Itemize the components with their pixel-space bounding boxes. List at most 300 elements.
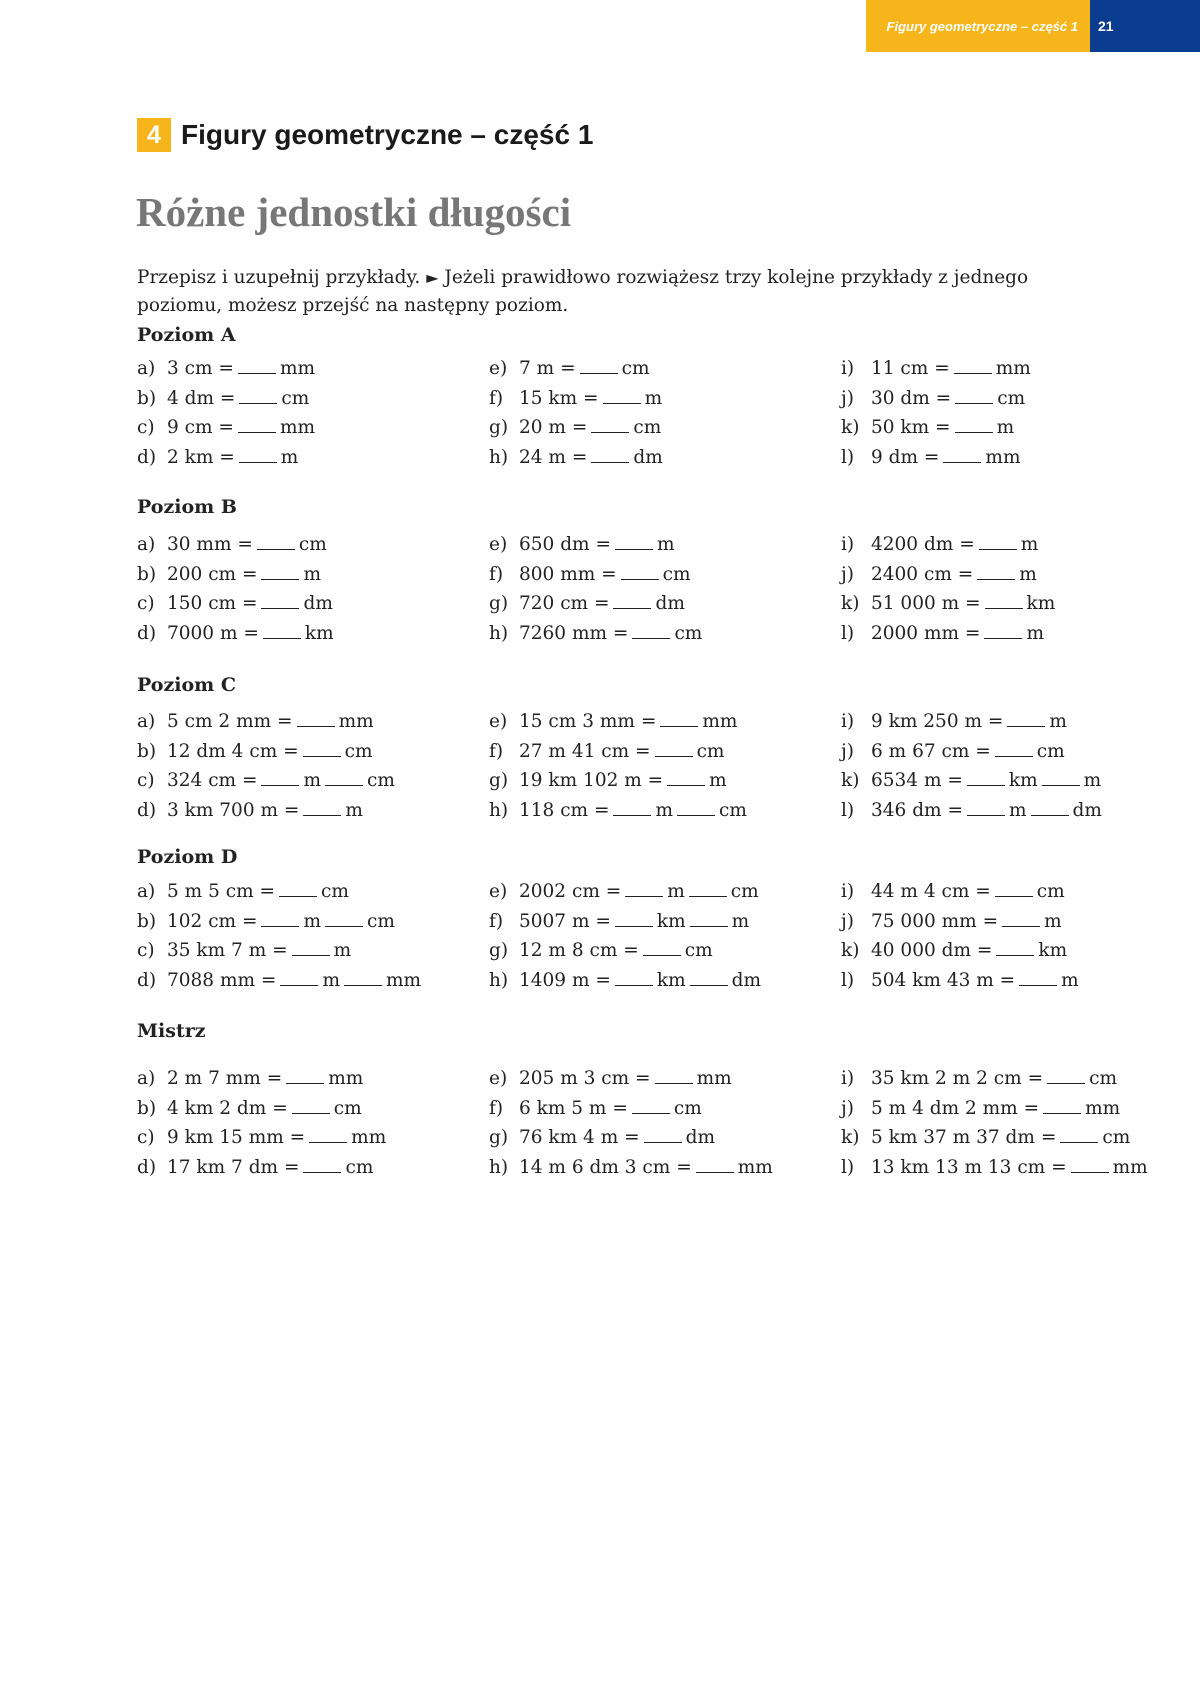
exercise-item	[841, 1153, 1181, 1183]
exercise-label: j)	[841, 387, 854, 409]
answer-blank	[309, 1126, 347, 1143]
answer-blank	[1002, 910, 1040, 927]
unit-text: cm	[333, 1097, 362, 1119]
exercise-label: j)	[841, 910, 854, 932]
exercise-label: c)	[137, 770, 155, 791]
answer-blank	[303, 1156, 341, 1173]
exercise-item	[841, 384, 1181, 414]
unit-text: km	[656, 910, 686, 932]
exercise-expression: 40 000 dm =	[871, 940, 993, 961]
exercise-expression: 9 cm =	[167, 417, 234, 438]
exercise-expression: 6 m 67 cm =	[871, 740, 991, 762]
exercise-label: h)	[489, 969, 509, 991]
unit-text: m	[1020, 534, 1039, 555]
answer-blank	[1071, 1156, 1109, 1173]
exercise-column	[489, 707, 829, 825]
unit-text: cm	[621, 358, 650, 379]
exercise-label: j)	[841, 740, 854, 762]
exercise-column	[137, 877, 477, 995]
unit-text: dm	[1072, 799, 1102, 821]
exercise-item	[137, 354, 477, 384]
exercise-column	[137, 354, 477, 472]
exercise-expression: 205 m 3 cm =	[519, 1068, 651, 1089]
exercise-label: i)	[841, 711, 855, 732]
exercise-label: b)	[137, 740, 157, 762]
answer-blank	[1031, 799, 1069, 816]
chapter-heading	[137, 118, 593, 152]
exercise-item	[489, 384, 829, 414]
answer-blank	[615, 533, 653, 550]
unit-text: cm	[719, 799, 747, 821]
unit-text: cm	[344, 740, 373, 762]
answer-blank	[297, 710, 335, 727]
unit-text: m	[1049, 711, 1067, 732]
exercise-expression: 6 km 5 m =	[519, 1097, 628, 1119]
answer-blank	[280, 969, 318, 986]
exercise-label: k)	[841, 417, 860, 438]
exercise-expression: 1409 m =	[519, 969, 611, 991]
answer-blank	[303, 799, 341, 816]
exercise-expression: 5007 m =	[519, 910, 611, 932]
exercise-label: h)	[489, 622, 509, 644]
exercise-label: l)	[841, 446, 855, 468]
exercise-expression: 30 mm =	[167, 534, 253, 555]
answer-blank	[689, 880, 727, 897]
unit-text: cm	[345, 1156, 374, 1178]
answer-blank	[613, 592, 651, 609]
exercise-item	[841, 1094, 1181, 1124]
exercise-item	[137, 1094, 477, 1124]
exercise-item	[489, 1094, 829, 1124]
answer-blank	[261, 592, 299, 609]
exercise-expression: 7088 mm =	[167, 969, 277, 991]
answer-blank	[1060, 1126, 1098, 1143]
unit-text: cm	[684, 940, 713, 961]
exercise-label: b)	[137, 910, 157, 932]
answer-blank	[996, 939, 1034, 956]
exercise-label: i)	[841, 1068, 855, 1089]
exercise-column	[489, 877, 829, 995]
exercise-item	[137, 796, 477, 826]
exercise-label: h)	[489, 446, 509, 468]
answer-blank	[615, 969, 653, 986]
exercise-expression: 5 cm 2 mm =	[167, 711, 293, 732]
exercise-item	[137, 560, 477, 590]
unit-text: mm	[385, 969, 422, 991]
exercise-label: d)	[137, 969, 157, 991]
unit-text: m	[667, 881, 685, 902]
unit-text: m	[1019, 563, 1037, 585]
exercise-column	[841, 707, 1181, 825]
instructions-text: Przepisz i uzupełnij przykłady.	[137, 267, 421, 288]
exercise-label: k)	[841, 1127, 860, 1148]
unit-text: m	[1026, 622, 1044, 644]
exercise-label: c)	[137, 940, 155, 961]
exercise-label: g)	[489, 940, 509, 961]
exercise-item	[489, 966, 829, 996]
unit-text: m	[1008, 799, 1027, 821]
answer-blank	[984, 622, 1022, 639]
answer-blank	[615, 910, 653, 927]
unit-text: m	[1044, 910, 1062, 932]
exercise-item	[841, 530, 1181, 560]
unit-text: cm	[633, 417, 662, 438]
unit-text: m	[303, 563, 322, 585]
answer-blank	[603, 387, 641, 404]
answer-blank	[954, 357, 992, 374]
answer-blank	[667, 769, 705, 786]
exercise-item	[489, 589, 829, 619]
unit-text: cm	[662, 563, 691, 585]
exercise-label: f)	[489, 740, 504, 762]
unit-text: m	[1061, 969, 1079, 991]
exercise-label: g)	[489, 1127, 509, 1148]
exercise-item	[489, 766, 829, 796]
section-heading: Poziom B	[137, 496, 237, 518]
answer-blank	[690, 910, 728, 927]
answer-blank	[1019, 969, 1057, 986]
exercise-label: e)	[489, 711, 508, 732]
arrow-right-icon: ►	[426, 268, 439, 287]
answer-blank	[613, 799, 651, 816]
unit-text: cm	[367, 770, 395, 791]
exercise-label: l)	[841, 622, 855, 644]
answer-blank	[325, 910, 363, 927]
exercise-item	[489, 530, 829, 560]
answer-blank	[1042, 769, 1080, 786]
unit-text: m	[333, 940, 352, 961]
answer-blank	[621, 563, 659, 580]
unit-text: cm	[298, 534, 327, 555]
unit-text: dm	[633, 446, 663, 468]
answer-blank	[261, 769, 299, 786]
unit-text: m	[996, 417, 1015, 438]
exercise-item	[137, 766, 477, 796]
exercise-expression: 51 000 m =	[871, 593, 981, 614]
unit-text: mm	[995, 358, 1031, 379]
exercise-column	[137, 530, 477, 648]
answer-blank	[238, 416, 276, 433]
unit-text: dm	[655, 593, 685, 614]
exercise-expression: 200 cm =	[167, 563, 258, 585]
exercise-column	[489, 530, 829, 648]
exercise-expression: 13 km 13 m 13 cm =	[871, 1156, 1067, 1178]
unit-text: cm	[321, 881, 349, 902]
answer-blank	[261, 563, 299, 580]
exercise-label: i)	[841, 358, 855, 379]
exercise-label: h)	[489, 799, 509, 821]
exercise-item	[137, 1123, 477, 1153]
exercise-item	[841, 796, 1181, 826]
exercise-expression: 650 dm =	[519, 534, 611, 555]
section-heading: Mistrz	[137, 1020, 206, 1042]
exercise-expression: 2 km =	[167, 446, 235, 468]
unit-text: cm	[997, 387, 1026, 409]
exercise-column	[489, 1064, 829, 1182]
exercise-label: l)	[841, 799, 855, 821]
exercise-item	[841, 907, 1181, 937]
exercise-expression: 75 000 mm =	[871, 910, 999, 932]
unit-text: km	[304, 622, 334, 644]
exercise-label: f)	[489, 1097, 504, 1119]
unit-text: dm	[731, 969, 762, 991]
exercise-expression: 346 dm =	[871, 799, 963, 821]
exercise-label: c)	[137, 1127, 155, 1148]
answer-blank	[632, 622, 670, 639]
exercise-item	[137, 384, 477, 414]
exercise-item	[489, 413, 829, 443]
exercise-item	[489, 619, 829, 649]
exercise-label: k)	[841, 940, 860, 961]
exercise-label: f)	[489, 563, 504, 585]
answer-blank	[955, 416, 993, 433]
exercise-item	[841, 936, 1181, 966]
unit-text: m	[303, 910, 322, 932]
exercise-expression: 7000 m =	[167, 622, 259, 644]
exercise-item	[489, 1123, 829, 1153]
unit-text: km	[1008, 770, 1038, 791]
answer-blank	[239, 387, 277, 404]
exercise-expression: 324 cm =	[167, 770, 258, 791]
exercise-expression: 2 m 7 mm =	[167, 1068, 283, 1089]
exercise-label: l)	[841, 1156, 855, 1178]
exercise-label: j)	[841, 1097, 854, 1119]
exercise-item	[137, 936, 477, 966]
exercise-item	[489, 936, 829, 966]
answer-blank	[279, 880, 317, 897]
unit-text: m	[322, 969, 340, 991]
exercise-item	[137, 737, 477, 767]
exercise-item	[841, 413, 1181, 443]
exercise-label: e)	[489, 881, 508, 902]
exercise-item	[137, 530, 477, 560]
exercise-item	[841, 737, 1181, 767]
exercise-label: a)	[137, 711, 156, 732]
answer-blank	[591, 446, 629, 463]
page-title: Różne jednostki długości	[136, 189, 572, 235]
exercise-expression: 504 km 43 m =	[871, 969, 1016, 991]
exercise-label: g)	[489, 593, 509, 614]
exercise-item	[489, 877, 829, 907]
exercise-column	[841, 877, 1181, 995]
exercise-item	[137, 619, 477, 649]
exercise-label: d)	[137, 446, 157, 468]
unit-text: mm	[737, 1156, 773, 1178]
unit-text: cm	[673, 1097, 702, 1119]
exercise-item	[489, 737, 829, 767]
exercise-label: e)	[489, 1068, 508, 1089]
answer-blank	[644, 1126, 682, 1143]
exercise-item	[489, 443, 829, 473]
section-heading: Poziom D	[137, 846, 238, 868]
unit-text: mm	[351, 1127, 387, 1148]
unit-text: m	[655, 799, 674, 821]
exercise-item	[137, 1064, 477, 1094]
exercise-column	[137, 707, 477, 825]
exercise-label: b)	[137, 563, 157, 585]
answer-blank	[967, 769, 1005, 786]
unit-text: cm	[1089, 1068, 1117, 1089]
answer-blank	[643, 939, 681, 956]
exercise-item	[489, 907, 829, 937]
unit-text: cm	[696, 740, 725, 762]
exercise-label: a)	[137, 358, 156, 379]
answer-blank	[261, 910, 299, 927]
exercise-expression: 17 km 7 dm =	[167, 1156, 300, 1178]
exercise-label: g)	[489, 417, 509, 438]
exercise-label: d)	[137, 1156, 157, 1178]
exercise-expression: 12 m 8 cm =	[519, 940, 639, 961]
answer-blank	[977, 563, 1015, 580]
instructions-text-continued: Jeżeli prawidłowo rozwiążesz trzy kolejne przykłady z jednego poziomu, możesz przejść na następny poziom.	[137, 267, 1029, 316]
exercise-label: b)	[137, 1097, 157, 1119]
exercise-label: f)	[489, 387, 504, 409]
unit-text: m	[280, 446, 299, 468]
exercise-item	[489, 707, 829, 737]
unit-text: m	[709, 770, 727, 791]
exercise-label: j)	[841, 563, 854, 585]
exercise-expression: 2000 mm =	[871, 622, 981, 644]
exercise-label: c)	[137, 417, 155, 438]
exercise-expression: 2400 cm =	[871, 563, 974, 585]
unit-text: dm	[685, 1127, 716, 1148]
exercise-label: d)	[137, 622, 157, 644]
unit-text: km	[1026, 593, 1056, 614]
exercise-item	[137, 707, 477, 737]
exercise-label: k)	[841, 593, 860, 614]
exercise-item	[489, 796, 829, 826]
exercise-expression: 800 mm =	[519, 563, 617, 585]
exercise-expression: 9 km 250 m =	[871, 711, 1004, 732]
exercise-column	[489, 354, 829, 472]
answer-blank	[303, 740, 341, 757]
exercise-item	[841, 966, 1181, 996]
exercise-item	[841, 1064, 1181, 1094]
exercise-expression: 35 km 2 m 2 cm =	[871, 1068, 1044, 1089]
answer-blank	[292, 939, 330, 956]
exercise-expression: 2002 cm =	[519, 881, 622, 902]
exercise-expression: 19 km 102 m =	[519, 770, 664, 791]
answer-blank	[979, 533, 1017, 550]
exercise-label: i)	[841, 534, 855, 555]
exercise-expression: 27 m 41 cm =	[519, 740, 651, 762]
exercise-item	[841, 589, 1181, 619]
exercise-item	[137, 413, 477, 443]
chapter-title: Figury geometryczne – część 1	[181, 119, 594, 150]
unit-text: mm	[702, 711, 738, 732]
exercise-expression: 11 cm =	[871, 358, 950, 379]
answer-blank	[655, 740, 693, 757]
unit-text: km	[1038, 940, 1068, 961]
exercise-expression: 44 m 4 cm =	[871, 881, 991, 902]
section-heading: Poziom C	[137, 674, 236, 696]
exercise-label: a)	[137, 1068, 156, 1089]
exercise-item	[841, 877, 1181, 907]
exercise-expression: 720 cm =	[519, 593, 610, 614]
answer-blank	[344, 969, 382, 986]
unit-text: dm	[303, 593, 333, 614]
unit-text: mm	[328, 1068, 364, 1089]
exercise-expression: 15 cm 3 mm =	[519, 711, 657, 732]
answer-blank	[632, 1097, 670, 1114]
exercise-item	[841, 443, 1181, 473]
unit-text: cm	[1102, 1127, 1131, 1148]
exercise-expression: 4 km 2 dm =	[167, 1097, 288, 1119]
answer-blank	[286, 1067, 324, 1084]
exercise-column	[841, 530, 1181, 648]
answer-blank	[690, 969, 728, 986]
exercise-label: a)	[137, 881, 156, 902]
exercise-expression: 150 cm =	[167, 593, 258, 614]
answer-blank	[985, 592, 1023, 609]
exercise-label: l)	[841, 969, 855, 991]
answer-blank	[263, 622, 301, 639]
unit-text: mm	[279, 417, 316, 438]
answer-blank	[325, 769, 363, 786]
exercise-expression: 9 dm =	[871, 446, 940, 468]
answer-blank	[660, 710, 698, 727]
unit-text: m	[1083, 770, 1102, 791]
exercise-item	[137, 589, 477, 619]
running-header-title: Figury geometryczne – część 1	[866, 0, 1090, 52]
exercise-expression: 6534 m =	[871, 770, 963, 791]
unit-text: cm	[367, 910, 395, 932]
exercise-label: e)	[489, 534, 508, 555]
exercise-expression: 15 km =	[519, 387, 599, 409]
exercise-item	[841, 766, 1181, 796]
exercise-item	[489, 1064, 829, 1094]
exercise-item	[841, 1123, 1181, 1153]
unit-text: mm	[338, 711, 374, 732]
answer-blank	[1043, 1097, 1081, 1114]
unit-text: mm	[696, 1068, 732, 1089]
exercise-expression: 7 m =	[519, 358, 576, 379]
exercise-expression: 9 km 15 mm =	[167, 1127, 306, 1148]
answer-blank	[955, 387, 993, 404]
exercise-item	[137, 877, 477, 907]
exercise-item	[137, 443, 477, 473]
exercise-item	[841, 707, 1181, 737]
unit-text: cm	[674, 622, 703, 644]
exercise-label: k)	[841, 770, 860, 791]
unit-text: cm	[281, 387, 310, 409]
exercise-expression: 14 m 6 dm 3 cm =	[519, 1156, 692, 1178]
exercise-item	[489, 1153, 829, 1183]
exercise-expression: 5 km 37 m 37 dm =	[871, 1127, 1057, 1148]
answer-blank	[995, 880, 1033, 897]
answer-blank	[995, 740, 1033, 757]
answer-blank	[1007, 710, 1045, 727]
exercise-column	[841, 354, 1181, 472]
unit-text: km	[656, 969, 686, 991]
answer-blank	[967, 799, 1005, 816]
unit-text: cm	[1036, 881, 1065, 902]
exercise-item	[841, 560, 1181, 590]
section-heading: Poziom A	[137, 324, 236, 346]
exercise-expression: 30 dm =	[871, 387, 952, 409]
exercise-label: b)	[137, 387, 157, 409]
exercise-expression: 102 cm =	[167, 910, 258, 932]
answer-blank	[625, 880, 663, 897]
exercise-label: i)	[841, 881, 855, 902]
exercise-item	[137, 1153, 477, 1183]
exercise-expression: 5 m 5 cm =	[167, 881, 276, 902]
answer-blank	[696, 1156, 734, 1173]
unit-text: mm	[279, 358, 316, 379]
unit-text: m	[303, 770, 322, 791]
exercise-item	[489, 354, 829, 384]
exercise-item	[841, 354, 1181, 384]
